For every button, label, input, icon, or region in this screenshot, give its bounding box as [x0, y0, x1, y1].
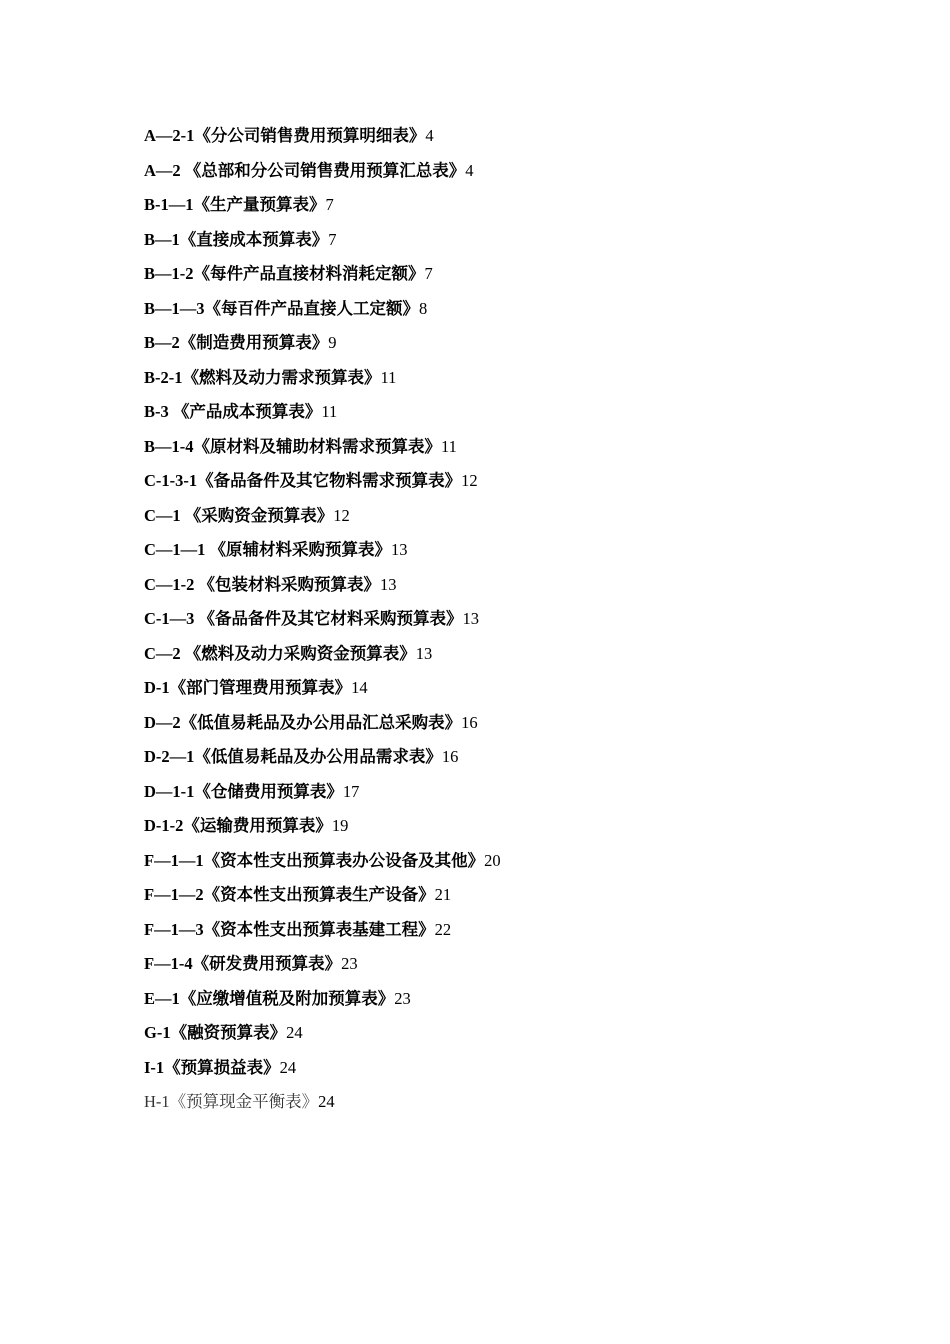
toc-entry-code: F—1-4	[144, 954, 193, 973]
toc-entry-page-number: 13	[391, 540, 408, 559]
toc-entry[interactable]	[144, 1056, 864, 1091]
toc-entry-page-number: 24	[286, 1023, 303, 1042]
toc-entry[interactable]	[144, 400, 864, 435]
toc-entry[interactable]	[144, 952, 864, 987]
toc-entry[interactable]	[144, 124, 864, 159]
toc-entry[interactable]	[144, 642, 864, 677]
toc-entry-code: C—1-2	[144, 574, 199, 594]
toc-entry-title: 《资本性支出预算表生产设备》	[203, 885, 435, 904]
toc-entry-page-number: 7	[325, 195, 334, 214]
toc-entry[interactable]	[144, 573, 864, 608]
toc-entry-title: 《预算损益表》	[164, 1057, 280, 1077]
toc-entry-page-number: 16	[461, 712, 478, 732]
toc-entry-code: B—1-2	[144, 264, 194, 283]
toc-entry-title: 《应缴增值税及附加预算表》	[179, 988, 395, 1008]
toc-entry-title: 《燃料及动力需求预算表》	[182, 367, 381, 387]
toc-entry-title: 《产品成本预算表》	[172, 402, 322, 421]
toc-entry-title: 《备品备件及其它材料采购预算表》	[198, 609, 463, 628]
toc-entry-page-number: 11	[380, 367, 397, 387]
toc-entry-page-number: 22	[434, 919, 452, 939]
toc-entry-title: 《运输费用预算表》	[183, 816, 332, 835]
toc-entry-code: B-3	[144, 402, 173, 421]
toc-entry-code: F—1—3	[144, 919, 204, 939]
toc-entry-title: 《低值易耗品及办公用品汇总采购表》	[180, 712, 462, 732]
toc-entry-title: 《采购资金预算表》	[184, 505, 334, 525]
toc-entry-code: C—1	[144, 505, 185, 525]
toc-entry[interactable]	[144, 918, 864, 953]
toc-entry-page-number: 4	[425, 126, 434, 145]
toc-entry[interactable]	[144, 538, 864, 573]
toc-entry-title: 《融资预算表》	[170, 1023, 287, 1042]
toc-entry-code: D-2—1	[144, 747, 195, 766]
toc-entry[interactable]	[144, 1090, 864, 1125]
toc-entry[interactable]	[144, 780, 864, 815]
table-of-contents	[144, 124, 864, 1125]
toc-entry-page-number: 4	[465, 160, 474, 180]
toc-entry[interactable]	[144, 607, 864, 642]
toc-entry[interactable]	[144, 435, 864, 470]
toc-entry-code: E—1	[144, 988, 180, 1008]
toc-entry-page-number: 13	[415, 643, 433, 663]
toc-entry-title: 《包装材料采购预算表》	[198, 574, 381, 594]
toc-entry-title: 《分公司销售费用预算明细表》	[194, 126, 426, 145]
toc-entry-page-number: 11	[321, 402, 338, 421]
toc-entry[interactable]	[144, 297, 864, 332]
toc-entry-title: 《原辅材料采购预算表》	[209, 540, 392, 559]
toc-entry-page-number: 24	[279, 1057, 297, 1077]
toc-entry-code: C—2	[144, 643, 185, 663]
toc-entry-title: 《制造费用预算表》	[179, 333, 329, 352]
toc-entry[interactable]	[144, 228, 864, 263]
toc-entry-code: B—1—3	[144, 298, 205, 318]
toc-entry-page-number: 16	[441, 747, 459, 766]
toc-entry-code: B—2	[144, 333, 180, 352]
toc-entry-code: B—1-4	[144, 436, 194, 456]
toc-entry[interactable]	[144, 469, 864, 504]
toc-entry-title: 《备品备件及其它物料需求预算表》	[197, 471, 462, 490]
toc-entry-title: 《生产量预算表》	[193, 195, 326, 214]
toc-entry[interactable]	[144, 745, 864, 780]
toc-entry-title: 《资本性支出预算表基建工程》	[203, 919, 435, 939]
toc-entry-title: 《资本性支出预算表办公设备及其他》	[203, 850, 485, 870]
toc-entry-page-number: 21	[434, 885, 452, 904]
toc-entry[interactable]	[144, 262, 864, 297]
toc-entry-code: F—1—1	[144, 850, 204, 870]
toc-entry-page-number: 11	[441, 436, 457, 456]
toc-entry-code: B-2-1	[144, 367, 183, 387]
toc-entry-page-number: 12	[461, 471, 478, 490]
toc-entry[interactable]	[144, 366, 864, 401]
toc-entry-title: 《总部和分公司销售费用预算汇总表》	[184, 160, 466, 180]
toc-entry-code: D—1-1	[144, 781, 195, 801]
toc-entry-page-number: 13	[380, 574, 397, 594]
toc-entry-code: A—2	[144, 160, 185, 180]
toc-entry-page-number: 7	[328, 229, 337, 249]
toc-entry-page-number: 23	[394, 988, 411, 1008]
toc-entry-title: 《仓储费用预算表》	[194, 781, 343, 801]
toc-entry[interactable]	[144, 814, 864, 849]
toc-entry[interactable]	[144, 504, 864, 539]
toc-entry-title: 《部门管理费用预算表》	[169, 678, 352, 697]
toc-entry-title: 《研发费用预算表》	[192, 954, 342, 973]
toc-entry-page-number: 9	[328, 333, 337, 352]
toc-entry-code: D—2	[144, 712, 181, 732]
toc-entry[interactable]	[144, 1021, 864, 1056]
toc-entry[interactable]	[144, 711, 864, 746]
toc-entry-code: H-1	[144, 1092, 170, 1111]
toc-entry[interactable]	[144, 331, 864, 366]
toc-entry-title: 《每百件产品直接人工定额》	[204, 298, 420, 318]
toc-entry-code: C-1—3	[144, 609, 199, 628]
toc-entry[interactable]	[144, 987, 864, 1022]
toc-entry-code: C—1—1	[144, 540, 210, 559]
toc-entry-code: D-1	[144, 678, 170, 697]
toc-entry-code: D-1-2	[144, 816, 184, 835]
toc-entry-title: 《每件产品直接材料消耗定额》	[193, 264, 425, 283]
toc-entry-code: I-1	[144, 1057, 165, 1077]
toc-entry-page-number: 20	[484, 850, 501, 870]
toc-entry-title: 《低值易耗品及办公用品需求表》	[194, 747, 442, 766]
toc-entry[interactable]	[144, 883, 864, 918]
toc-entry-page-number: 7	[424, 264, 433, 283]
toc-entry-page-number: 14	[351, 678, 368, 697]
toc-entry-title: 《直接成本预算表》	[179, 229, 329, 249]
toc-entry-page-number: 23	[341, 954, 358, 973]
toc-entry-page-number: 8	[419, 298, 428, 318]
toc-entry-page-number: 19	[331, 816, 349, 835]
toc-entry-code: B-1—1	[144, 195, 194, 214]
toc-entry-code: G-1	[144, 1023, 171, 1042]
toc-entry-code: A—2-1	[144, 126, 195, 145]
toc-entry-page-number: 12	[333, 505, 350, 525]
toc-entry-title: 《燃料及动力采购资金预算表》	[184, 643, 416, 663]
toc-entry[interactable]	[144, 676, 864, 711]
toc-entry-code: F—1—2	[144, 885, 204, 904]
toc-entry-title: 《原材料及辅助材料需求预算表》	[193, 436, 441, 456]
toc-entry[interactable]	[144, 159, 864, 194]
toc-entry-page-number: 24	[318, 1092, 335, 1111]
toc-entry[interactable]	[144, 193, 864, 228]
toc-entry[interactable]	[144, 849, 864, 884]
toc-entry-code: B—1	[144, 229, 180, 249]
toc-entry-title: 《预算现金平衡表》	[169, 1092, 319, 1111]
toc-entry-code: C-1-3-1	[144, 471, 198, 490]
toc-entry-page-number: 17	[342, 781, 360, 801]
toc-entry-page-number: 13	[462, 609, 480, 628]
